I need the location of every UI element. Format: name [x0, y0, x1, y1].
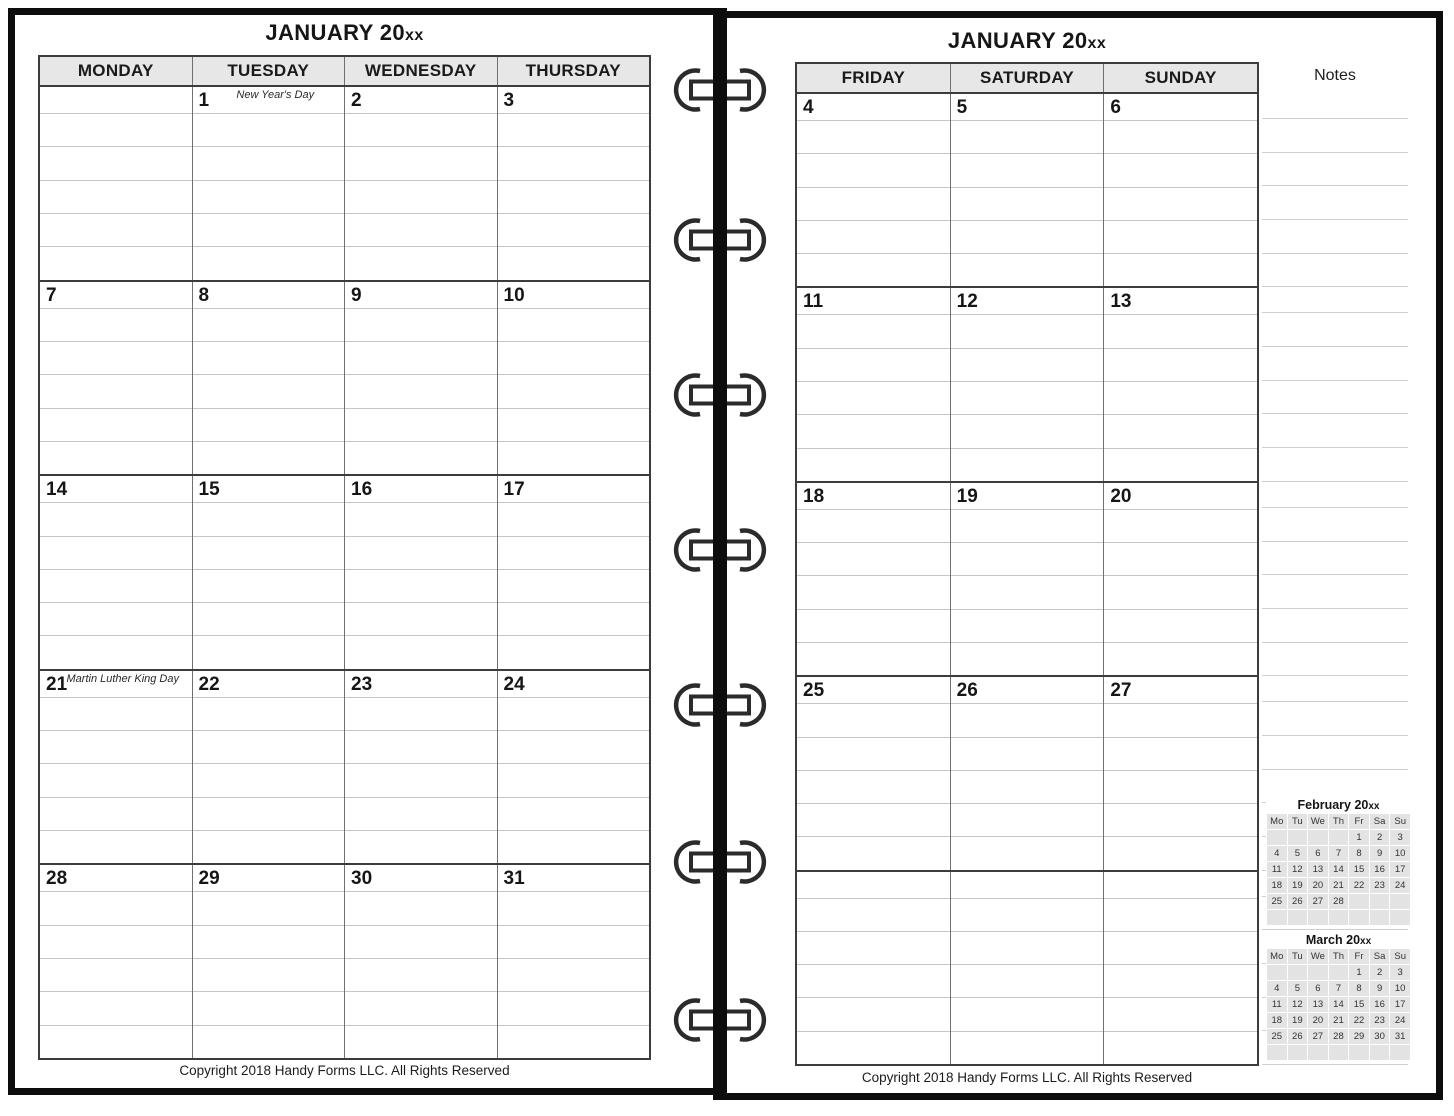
- day-cell[interactable]: [951, 677, 1105, 869]
- notes-rule-line: [1262, 380, 1408, 381]
- mini-cal-cell: [1328, 965, 1349, 981]
- day-cell[interactable]: [498, 671, 650, 864]
- mini-calendar-table: [1266, 813, 1411, 926]
- mini-cal-day-header: Th: [1328, 949, 1349, 965]
- week-row: [40, 282, 649, 477]
- mini-cal-cell: 5: [1287, 981, 1308, 997]
- notes-rule-line: [1262, 312, 1408, 313]
- holiday-label: New Year's Day: [236, 89, 315, 101]
- mini-cal-cell: 24: [1390, 878, 1411, 894]
- mini-cal-cell: [1267, 1045, 1288, 1061]
- mini-cal-cell: 21: [1328, 878, 1349, 894]
- mini-calendar-title-suffix: xx: [1360, 936, 1372, 947]
- mini-cal-day-header: Sa: [1369, 949, 1390, 965]
- mini-cal-cell: 22: [1349, 1013, 1370, 1029]
- mini-cal-cell: 7: [1328, 846, 1349, 862]
- mini-cal-cell: [1349, 910, 1370, 926]
- day-cell[interactable]: [193, 476, 346, 669]
- mini-cal-row: [1267, 965, 1411, 981]
- mini-cal-cell: 3: [1390, 830, 1411, 846]
- mini-calendar-march: [1266, 933, 1411, 1061]
- mini-cal-day-header: Sa: [1369, 814, 1390, 830]
- mini-cal-row: [1267, 846, 1411, 862]
- day-cell[interactable]: [797, 872, 951, 1064]
- mini-cal-cell: 23: [1369, 878, 1390, 894]
- mini-cal-cell: 24: [1390, 1013, 1411, 1029]
- mini-calendar-title: [1266, 798, 1411, 813]
- mini-cal-cell: 19: [1287, 1013, 1308, 1029]
- day-number: 5: [956, 97, 968, 118]
- day-cell[interactable]: [498, 476, 650, 669]
- day-number: 13: [1110, 291, 1132, 313]
- day-cell[interactable]: [193, 87, 346, 280]
- day-cell[interactable]: [40, 282, 193, 475]
- notes-rule-line: [1262, 481, 1408, 482]
- mini-cal-cell: [1267, 965, 1288, 981]
- week-row: [797, 483, 1257, 677]
- mini-cal-cell: 28: [1328, 1029, 1349, 1045]
- mini-cal-cell: 21: [1328, 1013, 1349, 1029]
- mini-cal-cell: [1369, 1045, 1390, 1061]
- day-number: 2: [351, 90, 362, 111]
- mini-cal-cell: [1390, 894, 1411, 910]
- mini-cal-row: [1267, 830, 1411, 846]
- day-number: 24: [503, 673, 525, 695]
- day-number: 4: [803, 97, 814, 118]
- day-cell[interactable]: [797, 483, 951, 675]
- day-cell[interactable]: [40, 671, 193, 864]
- mini-cal-cell: 13: [1308, 997, 1329, 1013]
- day-number: 10: [503, 284, 525, 306]
- week-row: [40, 865, 649, 1058]
- mini-cal-cell: 16: [1369, 997, 1390, 1013]
- day-number: 22: [198, 673, 220, 695]
- mini-cal-cell: [1287, 965, 1308, 981]
- mini-cal-cell: 7: [1328, 981, 1349, 997]
- mini-cal-cell: 9: [1369, 981, 1390, 997]
- mini-cal-header-row: [1267, 814, 1411, 830]
- week-row: [40, 87, 649, 282]
- day-cell[interactable]: [345, 87, 498, 280]
- mini-cal-cell: 15: [1349, 862, 1370, 878]
- mini-cal-day-header: We: [1308, 814, 1329, 830]
- mini-cal-cell: 13: [1308, 862, 1329, 878]
- mini-cal-cell: 11: [1267, 997, 1288, 1013]
- day-number: 3: [503, 90, 515, 111]
- mini-cal-cell: 25: [1267, 1029, 1288, 1045]
- mini-cal-cell: 26: [1287, 1029, 1308, 1045]
- mini-cal-row: [1267, 910, 1411, 926]
- holiday-label: Martin Luther King Day: [66, 672, 179, 685]
- mini-cal-cell: 5: [1287, 846, 1308, 862]
- mini-cal-cell: 16: [1369, 862, 1390, 878]
- mini-cal-cell: 22: [1349, 878, 1370, 894]
- mini-cal-header-row: [1267, 949, 1411, 965]
- mini-cal-cell: [1267, 910, 1288, 926]
- day-number: 16: [351, 479, 373, 501]
- mini-cal-cell: [1328, 1045, 1349, 1061]
- mini-cal-cell: 20: [1308, 878, 1329, 894]
- mini-cal-cell: 23: [1369, 1013, 1390, 1029]
- mini-cal-cell: 27: [1308, 1029, 1329, 1045]
- day-number: 8: [198, 284, 210, 306]
- mini-cal-cell: [1328, 830, 1349, 846]
- mini-cal-cell: 20: [1308, 1013, 1329, 1029]
- mini-calendar-title: [1266, 933, 1411, 948]
- mini-cal-cell: [1369, 910, 1390, 926]
- day-cell[interactable]: [1104, 483, 1257, 675]
- mini-cal-cell: 11: [1267, 862, 1288, 878]
- mini-cal-cell: [1267, 830, 1288, 846]
- day-cell[interactable]: [1104, 872, 1257, 1064]
- day-cell[interactable]: [797, 94, 951, 286]
- mini-cal-row: [1267, 894, 1411, 910]
- day-cell[interactable]: [193, 282, 346, 475]
- notes-rule-line: [1262, 1064, 1408, 1065]
- mini-cal-row: [1267, 1045, 1411, 1061]
- day-header-wednesday: WEDNESDAY: [345, 57, 498, 85]
- mini-cal-cell: 12: [1287, 862, 1308, 878]
- mini-cal-cell: 12: [1287, 997, 1308, 1013]
- mini-cal-day-header: Su: [1390, 949, 1411, 965]
- day-cell[interactable]: [1104, 288, 1257, 480]
- month-grid-right: [795, 62, 1259, 1066]
- notes-rule-line: [1262, 346, 1408, 347]
- mini-cal-cell: [1390, 910, 1411, 926]
- mini-cal-cell: [1349, 894, 1370, 910]
- day-cell[interactable]: [40, 87, 193, 280]
- day-number: 15: [198, 479, 220, 501]
- mini-cal-cell: 25: [1267, 894, 1288, 910]
- day-header-monday: MONDAY: [40, 57, 193, 85]
- month-title-text: JANUARY 20: [947, 28, 1088, 53]
- notes-rule-line: [1262, 507, 1408, 508]
- day-number: 17: [503, 479, 525, 501]
- mini-cal-cell: 31: [1390, 1029, 1411, 1045]
- mini-cal-row: [1267, 862, 1411, 878]
- mini-cal-day-header: Su: [1390, 814, 1411, 830]
- week-row: [40, 671, 649, 866]
- mini-cal-cell: [1308, 830, 1329, 846]
- mini-cal-cell: 8: [1349, 846, 1370, 862]
- day-number: 12: [956, 291, 978, 313]
- day-number: 29: [198, 868, 220, 890]
- mini-cal-cell: 4: [1267, 846, 1288, 862]
- copyright-left: Copyright 2018 Handy Forms LLC. All Rights Reserved: [179, 1063, 510, 1078]
- notes-rule-line: [1262, 541, 1408, 542]
- notes-rule-line: [1262, 447, 1408, 448]
- mini-cal-cell: 1: [1349, 830, 1370, 846]
- mini-cal-cell: [1349, 1045, 1370, 1061]
- mini-cal-cell: 14: [1328, 997, 1349, 1013]
- notes-rule-line: [1262, 701, 1408, 702]
- month-grid-left: [38, 55, 651, 1060]
- mini-cal-day-header: Th: [1328, 814, 1349, 830]
- mini-cal-cell: 18: [1267, 1013, 1288, 1029]
- day-cell[interactable]: [797, 677, 951, 869]
- day-header-sunday: SUNDAY: [1144, 68, 1217, 87]
- notes-rule-line: [1262, 642, 1408, 643]
- notes-label: Notes: [1314, 67, 1356, 84]
- notes-rule-line: [1262, 608, 1408, 609]
- day-number: 7: [46, 284, 57, 306]
- copyright-right: Copyright 2018 Handy Forms LLC. All Rights Reserved: [861, 1070, 1193, 1085]
- day-number: 19: [956, 485, 978, 507]
- day-number: 14: [46, 479, 68, 501]
- mini-cal-cell: 8: [1349, 981, 1370, 997]
- month-title-suffix: xx: [405, 27, 424, 44]
- mini-cal-day-header: We: [1308, 949, 1329, 965]
- mini-calendar-february: [1266, 798, 1411, 926]
- mini-cal-cell: [1308, 1045, 1329, 1061]
- day-cell[interactable]: [951, 483, 1105, 675]
- mini-cal-cell: 2: [1369, 830, 1390, 846]
- notes-rule-line: [1262, 574, 1408, 575]
- day-cell[interactable]: [951, 872, 1105, 1064]
- mini-cal-row: [1267, 1013, 1411, 1029]
- notes-rule-line: [1262, 413, 1408, 414]
- mini-cal-day-header: Mo: [1267, 814, 1288, 830]
- day-cell[interactable]: [951, 94, 1105, 286]
- day-number: 28: [46, 868, 68, 890]
- notes-rule-line: [1262, 219, 1408, 220]
- mini-cal-cell: 26: [1287, 894, 1308, 910]
- mini-cal-cell: [1308, 910, 1329, 926]
- mini-cal-cell: 28: [1328, 894, 1349, 910]
- day-cell[interactable]: [40, 476, 193, 669]
- day-header-row: [40, 57, 649, 87]
- day-number: 9: [351, 284, 362, 306]
- notes-rule-line: [1262, 929, 1408, 930]
- mini-calendar-title-text: February 20: [1297, 798, 1369, 812]
- notes-rule-line: [1262, 118, 1408, 119]
- week-row: [797, 94, 1257, 288]
- day-number: 27: [1110, 680, 1132, 702]
- day-number: 1: [198, 90, 210, 111]
- day-number: 11: [803, 291, 824, 313]
- day-cell[interactable]: [498, 87, 650, 280]
- day-number: 21: [46, 673, 68, 695]
- month-title-text: JANUARY 20: [265, 20, 406, 45]
- mini-cal-cell: [1287, 830, 1308, 846]
- mini-cal-cell: 2: [1369, 965, 1390, 981]
- mini-cal-day-header: Tu: [1287, 949, 1308, 965]
- notes-rule-line: [1262, 185, 1408, 186]
- day-cell[interactable]: [40, 865, 193, 1058]
- mini-cal-cell: 27: [1308, 894, 1329, 910]
- week-row: [797, 288, 1257, 482]
- day-cell[interactable]: [193, 671, 346, 864]
- day-cell[interactable]: [345, 671, 498, 864]
- day-number: 6: [1110, 97, 1121, 118]
- day-header-saturday: SATURDAY: [951, 64, 1105, 92]
- mini-cal-cell: 14: [1328, 862, 1349, 878]
- day-cell[interactable]: [498, 282, 650, 475]
- mini-cal-cell: 4: [1267, 981, 1288, 997]
- day-cell[interactable]: [951, 288, 1105, 480]
- mini-cal-cell: 17: [1390, 862, 1411, 878]
- mini-cal-cell: 1: [1349, 965, 1370, 981]
- day-number: 26: [956, 680, 978, 702]
- mini-cal-cell: [1308, 965, 1329, 981]
- mini-calendar-title-text: March 20: [1305, 933, 1361, 947]
- mini-cal-cell: 9: [1369, 846, 1390, 862]
- mini-cal-cell: [1287, 910, 1308, 926]
- day-number: 31: [503, 868, 525, 890]
- page-title: [38, 20, 651, 46]
- mini-calendar-title-suffix: xx: [1368, 801, 1380, 812]
- week-row: [40, 476, 649, 671]
- mini-cal-cell: [1390, 1045, 1411, 1061]
- week-row: [797, 677, 1257, 871]
- day-header-tuesday: TUESDAY: [193, 57, 346, 85]
- day-header-row: [797, 64, 1257, 94]
- day-number: 30: [351, 868, 373, 890]
- mini-cal-cell: 6: [1308, 981, 1329, 997]
- notes-rule-line: [1262, 735, 1408, 736]
- day-cell[interactable]: [797, 288, 951, 480]
- mini-cal-cell: [1369, 894, 1390, 910]
- day-cell[interactable]: [345, 282, 498, 475]
- page-title: [795, 28, 1259, 54]
- day-cell[interactable]: [193, 865, 346, 1058]
- mini-cal-row: [1267, 1029, 1411, 1045]
- day-cell[interactable]: [345, 476, 498, 669]
- day-header-thursday: THURSDAY: [525, 61, 621, 80]
- notes-rule-line: [1262, 253, 1408, 254]
- week-row: [797, 872, 1257, 1064]
- mini-cal-cell: 3: [1390, 965, 1411, 981]
- day-header-friday: FRIDAY: [797, 64, 951, 92]
- mini-cal-cell: 29: [1349, 1029, 1370, 1045]
- mini-cal-cell: 10: [1390, 846, 1411, 862]
- day-cell[interactable]: [1104, 94, 1257, 286]
- mini-cal-cell: 17: [1390, 997, 1411, 1013]
- mini-cal-day-header: Fr: [1349, 949, 1370, 965]
- notes-rule-line: [1262, 286, 1408, 287]
- notes-rule-line: [1262, 769, 1408, 770]
- mini-cal-row: [1267, 997, 1411, 1013]
- day-cell[interactable]: [345, 865, 498, 1058]
- mini-cal-row: [1267, 878, 1411, 894]
- day-cell[interactable]: [1104, 677, 1257, 869]
- day-number: 25: [803, 680, 825, 702]
- mini-cal-cell: [1328, 910, 1349, 926]
- binder-spine: [713, 8, 727, 1100]
- day-number: 20: [1110, 485, 1132, 507]
- day-cell[interactable]: [498, 865, 650, 1058]
- mini-cal-day-header: Tu: [1287, 814, 1308, 830]
- mini-cal-cell: 6: [1308, 846, 1329, 862]
- mini-cal-cell: 19: [1287, 878, 1308, 894]
- notes-rule-line: [1262, 675, 1408, 676]
- mini-cal-cell: [1287, 1045, 1308, 1061]
- month-title-suffix: xx: [1087, 35, 1107, 52]
- mini-calendar-table: [1266, 948, 1411, 1061]
- mini-cal-row: [1267, 981, 1411, 997]
- mini-cal-cell: 30: [1369, 1029, 1390, 1045]
- mini-cal-cell: 10: [1390, 981, 1411, 997]
- mini-cal-day-header: Mo: [1267, 949, 1288, 965]
- mini-cal-cell: 15: [1349, 997, 1370, 1013]
- day-number: 23: [351, 673, 373, 695]
- mini-cal-day-header: Fr: [1349, 814, 1370, 830]
- day-number: 18: [803, 485, 825, 507]
- notes-rule-line: [1262, 152, 1408, 153]
- mini-cal-cell: 18: [1267, 878, 1288, 894]
